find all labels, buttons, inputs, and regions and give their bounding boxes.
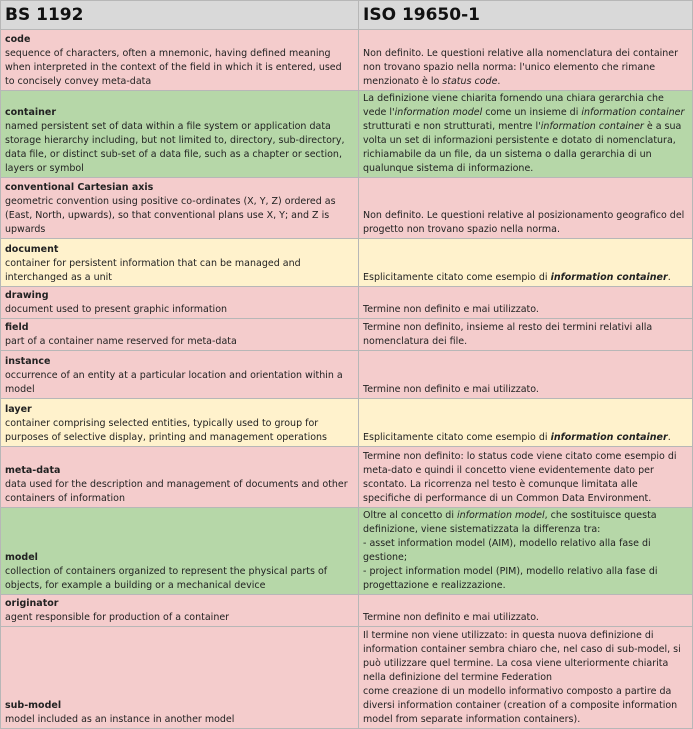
term-definition: geometric convention using positive co-ordinates (X, Y, Z) ordered as (East, North, upwards), so that conventional plans use X, Y; and Z is upwards	[5, 196, 336, 235]
table-row	[1, 319, 693, 351]
term-name: drawing	[5, 290, 49, 301]
header-bs1192: BS 1192	[1, 1, 359, 30]
bs1192-cell	[1, 447, 359, 508]
iso-note: Termine non definito, insieme al resto dei termini relativi alla nomenclatura dei file.	[363, 322, 653, 347]
term-name: conventional Cartesian axis	[5, 182, 154, 193]
table-row	[1, 627, 693, 729]
table-row	[1, 239, 693, 287]
term-name: layer	[5, 404, 32, 415]
iso-note: Esplicitamente citato come esempio di information container.	[363, 432, 671, 443]
bs1192-cell	[1, 595, 359, 627]
iso19650-cell	[359, 239, 693, 287]
table-row	[1, 447, 693, 508]
header-iso19650: ISO 19650-1	[359, 1, 693, 30]
iso19650-cell	[359, 178, 693, 239]
term-name: originator	[5, 598, 59, 609]
term-name: container	[5, 107, 57, 118]
iso19650-cell	[359, 287, 693, 319]
iso19650-cell	[359, 351, 693, 399]
iso-note: Termine non definito e mai utilizzato.	[363, 384, 539, 395]
iso-note: Termine non definito e mai utilizzato.	[363, 612, 539, 623]
term-name: model	[5, 552, 38, 563]
table-row	[1, 287, 693, 319]
table-row	[1, 508, 693, 595]
term-definition: named persistent set of data within a file system or application data storage hierarchy including, but not limited to, directory, sub-directory, data file, or distinct sub-set of a data file, such as a chapter or section, layers or symbol	[5, 121, 345, 174]
iso19650-cell	[359, 627, 693, 729]
iso19650-cell	[359, 595, 693, 627]
bs1192-cell	[1, 399, 359, 447]
iso-note: Il termine non viene utilizzato: in questa nuova definizione di information container sembra chiaro che, nel caso di sub-model, si può utilizzare quel termine. La cosa viene ulteriormente chiarita nella definizione del termine Federation come creazione di un modello informativo composto a partire da diversi information container (creation of a composite information model from separate information containers).	[363, 630, 681, 725]
term-definition: container for persistent information that can be managed and interchanged as a unit	[5, 258, 301, 283]
table-row	[1, 178, 693, 239]
iso19650-cell	[359, 399, 693, 447]
term-name: meta-data	[5, 465, 61, 476]
iso19650-cell	[359, 91, 693, 178]
bs1192-cell	[1, 508, 359, 595]
table-row	[1, 30, 693, 91]
table-row	[1, 91, 693, 178]
iso19650-cell	[359, 30, 693, 91]
iso19650-cell	[359, 447, 693, 508]
table-body	[1, 30, 693, 729]
iso19650-cell	[359, 319, 693, 351]
table-row	[1, 351, 693, 399]
bs1192-cell	[1, 91, 359, 178]
term-definition: agent responsible for production of a container	[5, 612, 230, 623]
bs1192-cell	[1, 287, 359, 319]
iso-note: Termine non definito e mai utilizzato.	[363, 304, 539, 315]
iso-note: Non definito. Le questioni relative alla nomenclatura dei container non trovano spazio nella norma: l'unico elemento che rimane menzionato è lo status code.	[363, 48, 679, 87]
term-name: instance	[5, 356, 51, 367]
table-header-row	[1, 1, 693, 30]
term-name: field	[5, 322, 29, 333]
bs1192-cell	[1, 30, 359, 91]
iso-note: Non definito. Le questioni relative al posizionamento geografico del progetto non trovano spazio nella norma.	[363, 210, 685, 235]
term-definition: data used for the description and management of documents and other containers of information	[5, 479, 348, 504]
bs1192-cell	[1, 627, 359, 729]
term-definition: document used to present graphic information	[5, 304, 228, 315]
bs1192-cell	[1, 178, 359, 239]
table-row	[1, 399, 693, 447]
term-definition: model included as an instance in another model	[5, 714, 235, 725]
term-definition: sequence of characters, often a mnemonic, having defined meaning when interpreted in the context of the field in which it is entered, used to concisely convey meta-data	[5, 48, 342, 87]
term-definition: collection of containers organized to represent the physical parts of objects, for example a building or a mechanical device	[5, 566, 328, 591]
term-definition: occurrence of an entity at a particular location and orientation within a model	[5, 370, 343, 395]
iso19650-cell	[359, 508, 693, 595]
term-definition: part of a container name reserved for meta-data	[5, 336, 237, 347]
iso-note: Oltre al concetto di information model, che sostituisce questa definizione, viene sistematizzata la differenza tra: - asset information model (AIM), modello relativo alla fase di gestione; - project information model (PIM), modello relativo alla fase di progettazione e realizzazione.	[363, 510, 658, 591]
table-row	[1, 595, 693, 627]
bs1192-cell	[1, 351, 359, 399]
term-name: sub-model	[5, 700, 62, 711]
iso-note: Esplicitamente citato come esempio di information container.	[363, 272, 671, 283]
bs1192-cell	[1, 319, 359, 351]
term-name: code	[5, 34, 31, 45]
bs1192-cell	[1, 239, 359, 287]
term-name: document	[5, 244, 59, 255]
iso-note: La definizione viene chiarita fornendo una chiara gerarchia che vede l'information model come un insieme di information container strutturati e non strutturati, mentre l'information container è a sua volta un set di informazioni persistente e dotato di nomenclatura, richiamabile da un file, da un sistema o dalla gerarchia di un qualunque sistema di informazione.	[363, 93, 685, 174]
term-definition: container comprising selected entities, typically used to group for purposes of selective display, printing and management operations	[5, 418, 328, 443]
iso-note: Termine non definito: lo status code viene citato come esempio di meta-dato e quindi il concetto viene evidentemente dato per scontato. La ricorrenza nel testo è comunque limitata alle specifiche di performance di un Common Data Environment.	[363, 451, 677, 504]
